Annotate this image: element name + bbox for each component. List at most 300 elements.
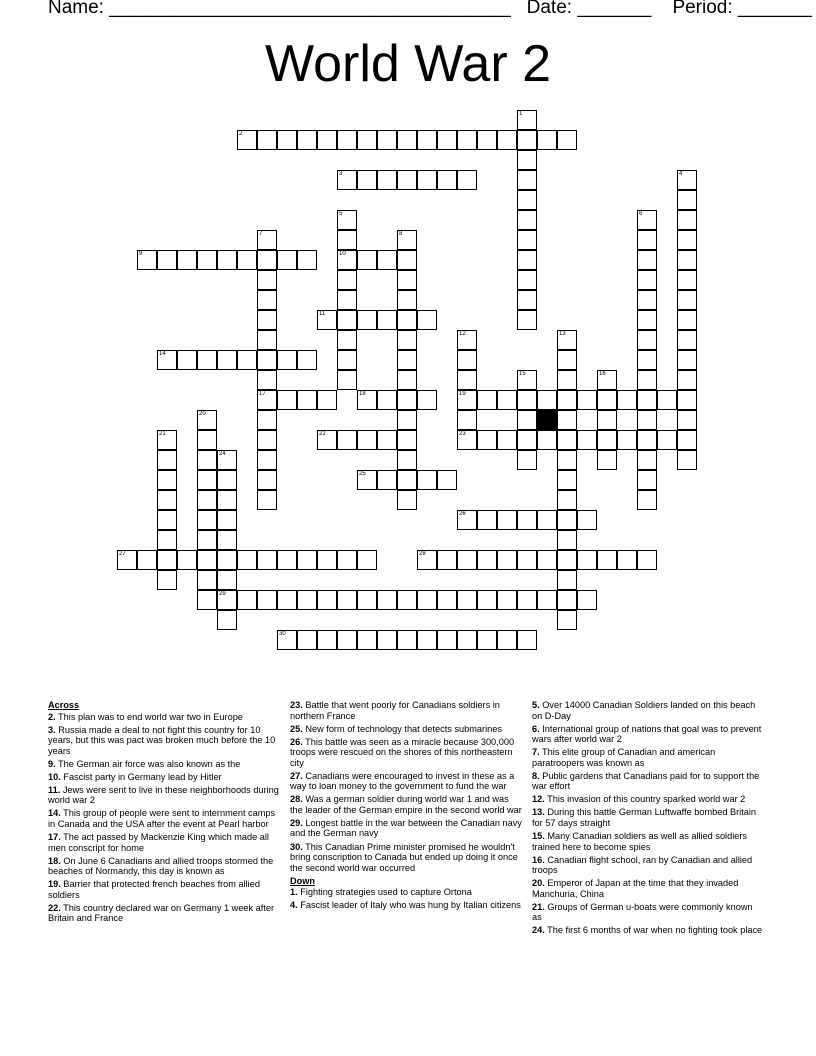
grid-cell[interactable]	[257, 390, 277, 410]
grid-cell[interactable]	[557, 350, 577, 370]
down-clue-list-continued	[532, 700, 764, 936]
grid-cell[interactable]	[377, 390, 397, 410]
grid-cell[interactable]	[297, 390, 317, 410]
grid-cell[interactable]	[417, 170, 437, 190]
grid-cell[interactable]	[377, 250, 397, 270]
grid-cell[interactable]	[377, 470, 397, 490]
grid-cell[interactable]	[557, 510, 577, 530]
grid-cell[interactable]	[197, 510, 217, 530]
grid-cell[interactable]	[197, 350, 217, 370]
grid-cell[interactable]	[217, 470, 237, 490]
grid-cell[interactable]	[677, 290, 697, 310]
grid-cell[interactable]	[277, 130, 297, 150]
grid-cell[interactable]	[557, 570, 577, 590]
grid-cell[interactable]	[337, 590, 357, 610]
grid-cell[interactable]	[157, 470, 177, 490]
grid-cell[interactable]	[297, 130, 317, 150]
grid-cell[interactable]	[317, 430, 337, 450]
grid-cell[interactable]	[197, 430, 217, 450]
grid-cell[interactable]	[257, 430, 277, 450]
grid-cell[interactable]	[237, 350, 257, 370]
grid-cell[interactable]	[437, 630, 457, 650]
grid-cell[interactable]	[397, 370, 417, 390]
grid-cell[interactable]	[617, 550, 637, 570]
grid-cell[interactable]	[677, 350, 697, 370]
grid-cell[interactable]	[217, 510, 237, 530]
grid-cell[interactable]	[237, 590, 257, 610]
grid-cell[interactable]	[217, 450, 237, 470]
clue-item-text: This country declared war on Germany 1 week after Britain and France	[48, 902, 275, 924]
grid-cell[interactable]	[237, 550, 257, 570]
grid-cell[interactable]	[357, 630, 377, 650]
grid-cell[interactable]	[197, 590, 217, 610]
grid-cell[interactable]	[617, 390, 637, 410]
grid-cell[interactable]	[537, 430, 557, 450]
grid-cell[interactable]	[597, 410, 617, 430]
grid-cell[interactable]	[397, 130, 417, 150]
grid-cell[interactable]	[497, 390, 517, 410]
grid-cell[interactable]	[357, 130, 377, 150]
grid-cell[interactable]	[517, 210, 537, 230]
grid-cell[interactable]	[217, 530, 237, 550]
grid-cell[interactable]	[157, 490, 177, 510]
grid-cell[interactable]	[337, 210, 357, 230]
grid-cell[interactable]	[457, 630, 477, 650]
grid-cell[interactable]	[517, 410, 537, 430]
date-label: Date:	[526, 0, 573, 18]
grid-cell[interactable]	[257, 410, 277, 430]
grid-cell[interactable]	[457, 550, 477, 570]
grid-cell[interactable]	[637, 490, 657, 510]
grid-cell[interactable]	[517, 310, 537, 330]
grid-cell[interactable]	[517, 230, 537, 250]
grid-cell[interactable]	[317, 310, 337, 330]
grid-cell[interactable]	[597, 450, 617, 470]
grid-cell[interactable]	[557, 430, 577, 450]
grid-cell[interactable]	[517, 450, 537, 470]
name-blank[interactable]: ______________________________________	[109, 0, 511, 18]
grid-cell[interactable]	[397, 410, 417, 430]
grid-cell[interactable]	[157, 250, 177, 270]
grid-cell[interactable]	[457, 130, 477, 150]
grid-cell[interactable]	[517, 590, 537, 610]
clue-column-3	[532, 700, 764, 939]
grid-cell[interactable]	[337, 250, 357, 270]
grid-cell[interactable]	[397, 390, 417, 410]
grid-cell[interactable]	[477, 390, 497, 410]
grid-cell[interactable]	[457, 330, 477, 350]
grid-cell[interactable]	[217, 550, 237, 570]
date-blank[interactable]: _______	[577, 0, 652, 18]
grid-cell[interactable]	[517, 250, 537, 270]
clue-item-number: 25.	[290, 723, 303, 734]
clue-item-text: Emperor of Japan at the time that they invaded Manchuria, China	[532, 878, 739, 899]
grid-cell[interactable]	[337, 370, 357, 390]
clue-number: 26	[459, 511, 466, 517]
grid-cell[interactable]	[157, 530, 177, 550]
grid-cell[interactable]	[177, 250, 197, 270]
grid-cell[interactable]	[317, 550, 337, 570]
grid-cell[interactable]	[477, 630, 497, 650]
grid-cell[interactable]	[197, 250, 217, 270]
grid-cell[interactable]	[397, 430, 417, 450]
grid-cell[interactable]	[157, 430, 177, 450]
clue-item-number: 15.	[532, 831, 545, 842]
grid-cell[interactable]	[397, 170, 417, 190]
grid-cell[interactable]	[557, 530, 577, 550]
grid-cell[interactable]	[257, 550, 277, 570]
grid-cell[interactable]	[397, 250, 417, 270]
grid-cell[interactable]	[317, 630, 337, 650]
grid-cell[interactable]	[357, 310, 377, 330]
clue-item-number: 9.	[48, 758, 56, 769]
grid-cell[interactable]	[137, 550, 157, 570]
grid-cell[interactable]	[157, 570, 177, 590]
period-blank[interactable]: _______	[737, 0, 812, 18]
grid-cell[interactable]	[377, 630, 397, 650]
clue-item-text: Barrier that protected french beaches from allied soldiers	[48, 879, 260, 900]
grid-cell[interactable]	[157, 510, 177, 530]
grid-cell[interactable]	[277, 550, 297, 570]
grid-cell[interactable]	[397, 490, 417, 510]
clue-item-number: 1.	[290, 887, 298, 898]
grid-cell[interactable]	[397, 630, 417, 650]
clue-number: 25	[359, 471, 366, 477]
grid-cell[interactable]	[557, 490, 577, 510]
grid-cell[interactable]	[677, 190, 697, 210]
grid-cell[interactable]	[257, 490, 277, 510]
grid-cell[interactable]	[197, 550, 217, 570]
grid-cell[interactable]	[297, 550, 317, 570]
grid-cell[interactable]	[417, 130, 437, 150]
grid-cell[interactable]	[457, 510, 477, 530]
grid-cell[interactable]	[237, 250, 257, 270]
grid-cell[interactable]	[677, 410, 697, 430]
grid-cell[interactable]	[577, 550, 597, 570]
grid-cell[interactable]	[337, 630, 357, 650]
grid-cell[interactable]	[437, 170, 457, 190]
grid-cell[interactable]	[117, 550, 137, 570]
grid-cell[interactable]	[337, 130, 357, 150]
grid-cell[interactable]	[337, 550, 357, 570]
clue-number: 15	[519, 371, 526, 377]
grid-cell[interactable]	[517, 270, 537, 290]
grid-cell[interactable]	[197, 470, 217, 490]
grid-cell[interactable]	[337, 430, 357, 450]
grid-cell[interactable]	[277, 590, 297, 610]
grid-cell[interactable]	[677, 430, 697, 450]
clue-item-number: 23.	[290, 700, 303, 710]
grid-cell[interactable]	[417, 630, 437, 650]
grid-cell[interactable]	[657, 430, 677, 450]
grid-cell[interactable]	[257, 310, 277, 330]
grid-cell[interactable]	[677, 230, 697, 250]
grid-cell[interactable]	[557, 610, 577, 630]
grid-cell[interactable]	[397, 230, 417, 250]
grid-cell[interactable]	[677, 250, 697, 270]
grid-cell[interactable]	[637, 430, 657, 450]
grid-cell[interactable]	[377, 170, 397, 190]
grid-cell[interactable]	[417, 310, 437, 330]
grid-cell[interactable]	[637, 410, 657, 430]
grid-cell[interactable]	[637, 370, 657, 390]
grid-cell[interactable]	[577, 430, 597, 450]
clue-item-number: 26.	[290, 736, 303, 747]
grid-cell[interactable]	[197, 450, 217, 470]
grid-cell[interactable]	[397, 290, 417, 310]
grid-cell[interactable]	[297, 630, 317, 650]
grid-cell[interactable]	[597, 390, 617, 410]
clue-item-text: Many Canadian soldiers as well as allied soldiers trained here to become spies	[532, 831, 748, 852]
grid-cell[interactable]	[257, 470, 277, 490]
grid-cell[interactable]	[457, 170, 477, 190]
grid-cell[interactable]	[457, 350, 477, 370]
grid-cell[interactable]	[677, 390, 697, 410]
clue-item-number: 27.	[290, 770, 303, 781]
grid-cell[interactable]	[397, 310, 417, 330]
grid-cell[interactable]	[157, 350, 177, 370]
grid-cell[interactable]	[597, 430, 617, 450]
grid-cell[interactable]	[437, 470, 457, 490]
clue-item	[48, 759, 280, 770]
grid-cell[interactable]	[557, 590, 577, 610]
grid-cell[interactable]	[437, 130, 457, 150]
grid-cell[interactable]	[337, 310, 357, 330]
grid-cell[interactable]	[257, 230, 277, 250]
grid-cell[interactable]	[377, 430, 397, 450]
grid-cell[interactable]	[497, 130, 517, 150]
grid-cell[interactable]	[637, 290, 657, 310]
grid-cell[interactable]	[637, 350, 657, 370]
clue-item-text: This group of people were sent to internment camps in Canada and the USA after the event at Pearl harbor	[48, 808, 276, 829]
grid-cell[interactable]	[397, 450, 417, 470]
clue-item-text: Over 14000 Canadian Soldiers landed on this beach on D-Day	[532, 700, 756, 721]
grid-cell[interactable]	[497, 630, 517, 650]
grid-cell[interactable]	[257, 250, 277, 270]
grid-cell[interactable]	[657, 390, 677, 410]
grid-cell[interactable]	[537, 590, 557, 610]
grid-cell[interactable]	[597, 550, 617, 570]
grid-cell[interactable]	[537, 130, 557, 150]
grid-cell[interactable]	[477, 590, 497, 610]
grid-cell[interactable]	[197, 410, 217, 430]
grid-cell[interactable]	[517, 170, 537, 190]
grid-cell[interactable]	[457, 390, 477, 410]
clue-item	[48, 785, 280, 806]
grid-cell[interactable]	[357, 590, 377, 610]
grid-cell[interactable]	[257, 270, 277, 290]
grid-cell[interactable]	[557, 370, 577, 390]
grid-cell[interactable]	[577, 390, 597, 410]
clue-item	[48, 832, 280, 853]
down-heading: Down	[290, 875, 316, 886]
grid-cell[interactable]	[177, 350, 197, 370]
grid-cell[interactable]	[257, 590, 277, 610]
grid-cell[interactable]	[397, 470, 417, 490]
grid-cell[interactable]	[677, 270, 697, 290]
grid-cell[interactable]	[517, 390, 537, 410]
clue-item	[532, 807, 764, 828]
grid-cell[interactable]	[417, 470, 437, 490]
grid-cell[interactable]	[357, 390, 377, 410]
grid-cell[interactable]	[337, 230, 357, 250]
grid-cell[interactable]	[517, 510, 537, 530]
grid-cell[interactable]	[197, 530, 217, 550]
grid-cell[interactable]	[417, 550, 437, 570]
grid-cell[interactable]	[277, 350, 297, 370]
grid-cell[interactable]	[197, 570, 217, 590]
grid-cell[interactable]	[277, 630, 297, 650]
grid-cell[interactable]	[257, 370, 277, 390]
grid-cell[interactable]	[477, 430, 497, 450]
grid-cell[interactable]	[357, 250, 377, 270]
grid-cell[interactable]	[157, 550, 177, 570]
clue-item-text: Fascist leader of Italy who was hung by Italian citizens	[297, 900, 521, 911]
grid-cell[interactable]	[457, 370, 477, 390]
grid-cell[interactable]	[397, 350, 417, 370]
grid-cell[interactable]	[537, 390, 557, 410]
grid-cell[interactable]	[677, 310, 697, 330]
grid-cell[interactable]	[357, 170, 377, 190]
grid-cell[interactable]	[357, 430, 377, 450]
grid-cell[interactable]	[557, 330, 577, 350]
grid-cell[interactable]	[637, 390, 657, 410]
grid-cell[interactable]	[477, 510, 497, 530]
grid-cell[interactable]	[217, 610, 237, 630]
grid-cell[interactable]	[497, 550, 517, 570]
grid-cell[interactable]	[177, 550, 197, 570]
grid-cell[interactable]	[677, 170, 697, 190]
grid-cell[interactable]	[377, 590, 397, 610]
grid-cell[interactable]	[217, 350, 237, 370]
grid-cell[interactable]	[557, 410, 577, 430]
clue-number: 9	[139, 251, 143, 257]
clue-item-number: 29.	[290, 817, 303, 828]
across-heading: Across	[48, 700, 80, 710]
grid-cell[interactable]	[637, 310, 657, 330]
clue-number: 12	[459, 331, 466, 337]
grid-cell[interactable]	[637, 450, 657, 470]
grid-cell[interactable]	[677, 330, 697, 350]
clue-number: 19	[459, 391, 466, 397]
clue-item	[290, 900, 522, 911]
grid-cell[interactable]	[517, 430, 537, 450]
grid-cell[interactable]	[477, 550, 497, 570]
grid-cell[interactable]	[257, 350, 277, 370]
grid-cell[interactable]	[517, 110, 537, 130]
grid-cell[interactable]	[317, 390, 337, 410]
grid-cell[interactable]	[617, 430, 637, 450]
grid-cell[interactable]	[217, 570, 237, 590]
grid-cell[interactable]	[337, 170, 357, 190]
grid-cell[interactable]	[257, 330, 277, 350]
grid-cell[interactable]	[637, 330, 657, 350]
grid-cell[interactable]	[457, 410, 477, 430]
grid-cell[interactable]	[357, 470, 377, 490]
grid-cell[interactable]	[457, 590, 477, 610]
clue-item	[290, 887, 522, 898]
grid-cell[interactable]	[297, 590, 317, 610]
grid-cell[interactable]	[497, 430, 517, 450]
grid-cell[interactable]	[517, 630, 537, 650]
grid-cell[interactable]	[437, 590, 457, 610]
grid-cell[interactable]	[357, 550, 377, 570]
grid-cell[interactable]	[297, 250, 317, 270]
clue-number: 17	[259, 391, 266, 397]
grid-cell[interactable]	[337, 290, 357, 310]
grid-cell[interactable]	[637, 550, 657, 570]
grid-cell[interactable]	[197, 490, 217, 510]
grid-cell[interactable]	[317, 590, 337, 610]
grid-cell[interactable]	[257, 450, 277, 470]
grid-cell[interactable]	[297, 350, 317, 370]
grid-cell[interactable]	[337, 330, 357, 350]
grid-cell[interactable]	[437, 550, 457, 570]
grid-cell[interactable]	[637, 210, 657, 230]
grid-cell[interactable]	[457, 430, 477, 450]
grid-cell[interactable]	[497, 590, 517, 610]
grid-cell[interactable]	[537, 550, 557, 570]
grid-cell[interactable]	[517, 190, 537, 210]
grid-cell[interactable]	[557, 550, 577, 570]
grid-cell[interactable]	[217, 490, 237, 510]
grid-cell[interactable]	[377, 130, 397, 150]
grid-cell[interactable]	[557, 130, 577, 150]
grid-cell[interactable]	[137, 250, 157, 270]
grid-cell[interactable]	[577, 510, 597, 530]
grid-cell[interactable]	[157, 450, 177, 470]
grid-cell[interactable]	[217, 590, 237, 610]
grid-cell[interactable]	[277, 250, 297, 270]
grid-cell[interactable]	[677, 450, 697, 470]
clue-item-text: This elite group of Canadian and american paratroopers was known as	[532, 747, 716, 768]
grid-cell[interactable]	[237, 130, 257, 150]
grid-cell[interactable]	[417, 590, 437, 610]
grid-cell[interactable]	[677, 370, 697, 390]
grid-cell[interactable]	[637, 270, 657, 290]
grid-cell[interactable]	[257, 130, 277, 150]
grid-cell[interactable]	[597, 370, 617, 390]
grid-cell[interactable]	[397, 270, 417, 290]
grid-cell[interactable]	[637, 230, 657, 250]
grid-cell[interactable]	[517, 290, 537, 310]
grid-cell[interactable]	[317, 130, 337, 150]
grid-cell[interactable]	[397, 330, 417, 350]
grid-cell[interactable]	[517, 130, 537, 150]
grid-cell[interactable]	[377, 310, 397, 330]
grid-cell[interactable]	[517, 550, 537, 570]
grid-cell[interactable]	[397, 590, 417, 610]
grid-cell[interactable]	[257, 290, 277, 310]
grid-cell[interactable]	[337, 350, 357, 370]
grid-cell[interactable]	[537, 510, 557, 530]
grid-cell[interactable]	[417, 390, 437, 410]
grid-cell[interactable]	[637, 250, 657, 270]
grid-cell[interactable]	[517, 150, 537, 170]
grid-cell[interactable]	[337, 270, 357, 290]
grid-cell[interactable]	[677, 210, 697, 230]
grid-cell[interactable]	[217, 250, 237, 270]
grid-cell[interactable]	[517, 370, 537, 390]
grid-cell[interactable]	[497, 510, 517, 530]
grid-cell[interactable]	[637, 470, 657, 490]
grid-cell[interactable]	[577, 590, 597, 610]
grid-cell[interactable]	[477, 130, 497, 150]
grid-cell[interactable]	[277, 390, 297, 410]
grid-cell[interactable]	[557, 390, 577, 410]
grid-cell[interactable]	[557, 470, 577, 490]
grid-cell[interactable]	[557, 450, 577, 470]
